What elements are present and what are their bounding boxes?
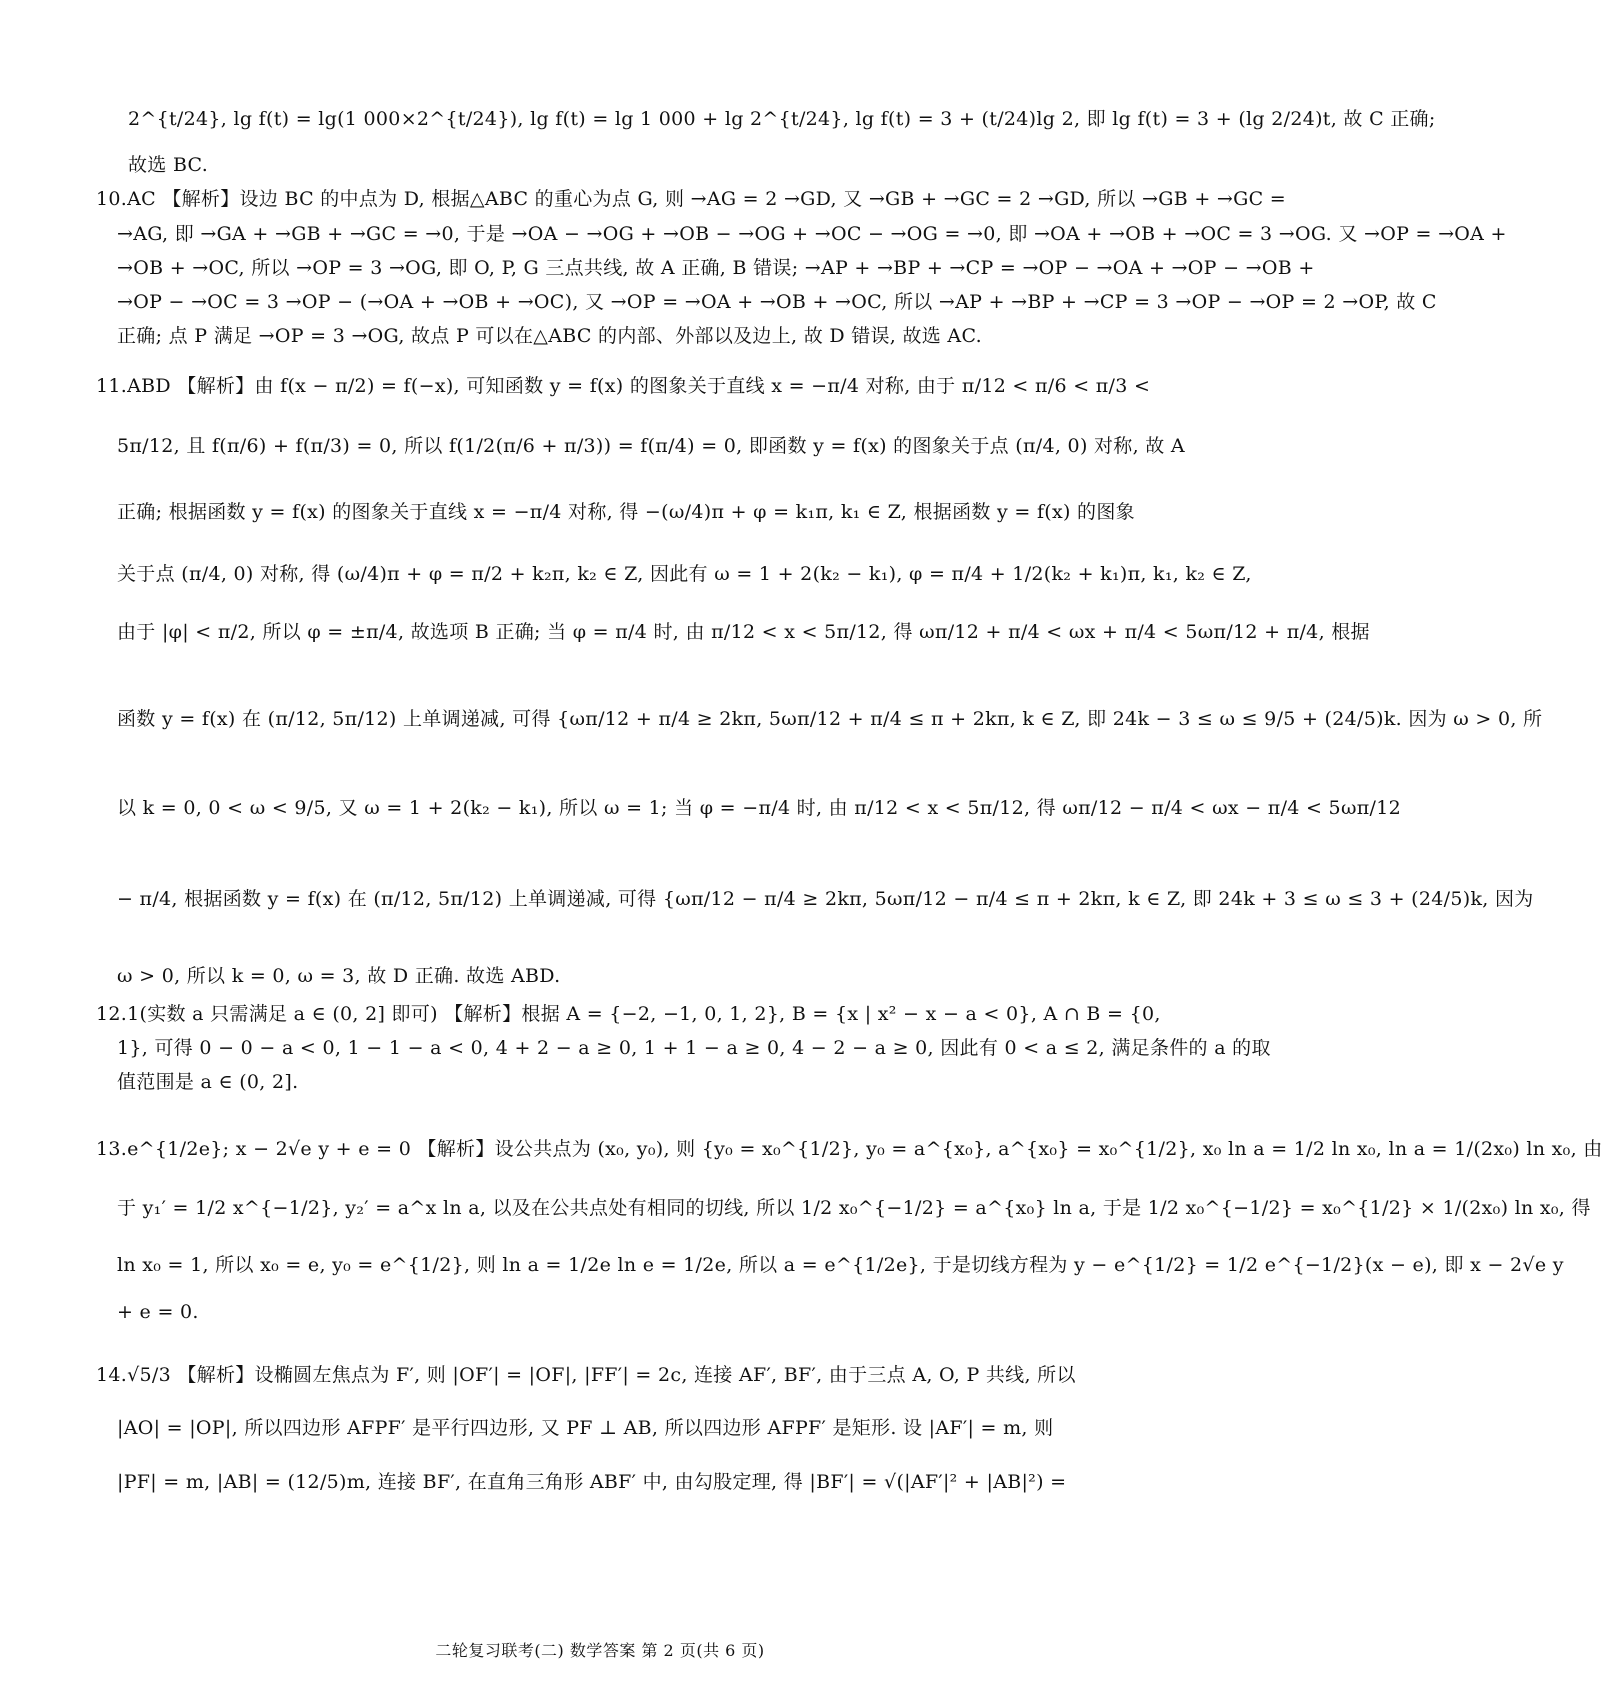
- text-line: →OB + →OC, 所以 →OP = 3 →OG, 即 O, P, G 三点共线, 故 A 正确, B 错误; →AP + →BP + →CP = →OP − →OA + →OP − →OB +: [117, 257, 1315, 279]
- answer-10: 10.AC 【解析】设边 BC 的中点为 D, 根据△ABC 的重心为点 G, 则 →AG = 2 →GD, 又 →GB + →GC = 2 →GD, 所以 →GB + →GC =: [96, 188, 1286, 210]
- text-line: 值范围是 a ∈ (0, 2].: [117, 1071, 299, 1093]
- text-line: 由于 |φ| < π/2, 所以 φ = ±π/4, 故选项 B 正确; 当 φ = π/4 时, 由 π/12 < x < 5π/12, 得 ωπ/12 + π/4 < ωx + π/4 < 5ωπ/12 + π/4, 根据: [117, 621, 1370, 643]
- text-line: + e = 0.: [117, 1301, 199, 1323]
- text-line: 故选 BC.: [128, 154, 209, 176]
- text-line: 关于点 (π/4, 0) 对称, 得 (ω/4)π + φ = π/2 + k₂π, k₂ ∈ Z, 因此有 ω = 1 + 2(k₂ − k₁), φ = π/4 + 1/2(k₂ + k₁)π, k₁, k₂ ∈ Z,: [117, 563, 1252, 585]
- text-line: 正确; 点 P 满足 →OP = 3 →OG, 故点 P 可以在△ABC 的内部、外部以及边上, 故 D 错误, 故选 AC.: [117, 325, 982, 347]
- text-line: 5π/12, 且 f(π/6) + f(π/3) = 0, 所以 f(1/2(π/6 + π/3)) = f(π/4) = 0, 即函数 y = f(x) 的图象关于点 (π/4, 0) 对称, 故 A: [117, 435, 1185, 457]
- text-line: 正确; 根据函数 y = f(x) 的图象关于直线 x = −π/4 对称, 得 −(ω/4)π + φ = k₁π, k₁ ∈ Z, 根据函数 y = f(x) 的图象: [117, 501, 1135, 523]
- text-line: ω > 0, 所以 k = 0, ω = 3, 故 D 正确. 故选 ABD.: [117, 965, 561, 987]
- page-footer: 二轮复习联考(二) 数学答案 第 2 页(共 6 页): [435, 1641, 765, 1660]
- text-line: →OP − →OC = 3 →OP − (→OA + →OB + →OC), 又 →OP = →OA + →OB + →OC, 所以 →AP + →BP + →CP = 3 →OP − →OP = 2 →OP, 故 C: [117, 291, 1437, 313]
- text-line: − π/4, 根据函数 y = f(x) 在 (π/12, 5π/12) 上单调递减, 可得 {ωπ/12 − π/4 ≥ 2kπ, 5ωπ/12 − π/4 ≤ π + 2kπ, k ∈ Z, 即 24k + 3 ≤ ω ≤ 3 + (24/5)k, 因为: [117, 888, 1534, 910]
- text-line: |PF| = m, |AB| = (12/5)m, 连接 BF′, 在直角三角形 ABF′ 中, 由勾股定理, 得 |BF′| = √(|AF′|² + |AB|²) =: [117, 1471, 1067, 1493]
- text-line: 函数 y = f(x) 在 (π/12, 5π/12) 上单调递减, 可得 {ωπ/12 + π/4 ≥ 2kπ, 5ωπ/12 + π/4 ≤ π + 2kπ, k ∈ Z, 即 24k − 3 ≤ ω ≤ 9/5 + (24/5)k. 因为 ω > 0, 所: [117, 708, 1543, 730]
- text-line: →AG, 即 →GA + →GB + →GC = →0, 于是 →OA − →OG + →OB − →OG + →OC − →OG = →0, 即 →OA + →OB + →OC = 3 →OG. 又 →OP = →OA +: [117, 223, 1507, 245]
- answer-14: 14.√5/3 【解析】设椭圆左焦点为 F′, 则 |OF′| = |OF|, |FF′| = 2c, 连接 AF′, BF′, 由于三点 A, O, P 共线, 所以: [96, 1364, 1076, 1386]
- answer-11: 11.ABD 【解析】由 f(x − π/2) = f(−x), 可知函数 y = f(x) 的图象关于直线 x = −π/4 对称, 由于 π/12 < π/6 < π/3 <: [96, 375, 1151, 397]
- answer-12: 12.1(实数 a 只需满足 a ∈ (0, 2] 即可) 【解析】根据 A = {−2, −1, 0, 1, 2}, B = {x | x² − x − a < 0}, A ∩ B = {0,: [96, 1003, 1161, 1025]
- text-line: ln x₀ = 1, 所以 x₀ = e, y₀ = e^{1/2}, 则 ln a = 1/2e ln e = 1/2e, 所以 a = e^{1/2e}, 于是切线方程为 y − e^{1/2} = 1/2 e^{−1/2}(x − e), 即 x − 2√e y: [117, 1254, 1564, 1276]
- text-line: 2^{t/24}, lg f(t) = lg(1 000×2^{t/24}), lg f(t) = lg 1 000 + lg 2^{t/24}, lg f(t) = 3 + (t/24)lg 2, 即 lg f(t) = 3 + (lg 2/24)t, 故 C 正确;: [128, 108, 1436, 130]
- text-line: 以 k = 0, 0 < ω < 9/5, 又 ω = 1 + 2(k₂ − k₁), 所以 ω = 1; 当 φ = −π/4 时, 由 π/12 < x < 5π/12, 得 ωπ/12 − π/4 < ωx − π/4 < 5ωπ/12: [117, 797, 1401, 819]
- text-line: 1}, 可得 0 − 0 − a < 0, 1 − 1 − a < 0, 4 + 2 − a ≥ 0, 1 + 1 − a ≥ 0, 4 − 2 − a ≥ 0, 因此有 0 < a ≤ 2, 满足条件的 a 的取: [117, 1037, 1271, 1059]
- text-line: |AO| = |OP|, 所以四边形 AFPF′ 是平行四边形, 又 PF ⊥ AB, 所以四边形 AFPF′ 是矩形. 设 |AF′| = m, 则: [117, 1417, 1054, 1439]
- answer-13: 13.e^{1/2e}; x − 2√e y + e = 0 【解析】设公共点为 (x₀, y₀), 则 {y₀ = x₀^{1/2}, y₀ = a^{x₀}, a^{x₀} = x₀^{1/2}, x₀ ln a = 1/2 ln x₀, ln a = 1/(2x₀) ln x₀, 由: [96, 1138, 1603, 1160]
- text-line: 于 y₁′ = 1/2 x^{−1/2}, y₂′ = a^x ln a, 以及在公共点处有相同的切线, 所以 1/2 x₀^{−1/2} = a^{x₀} ln a, 于是 1/2 x₀^{−1/2} = x₀^{1/2} × 1/(2x₀) ln x₀, 得: [117, 1197, 1591, 1219]
